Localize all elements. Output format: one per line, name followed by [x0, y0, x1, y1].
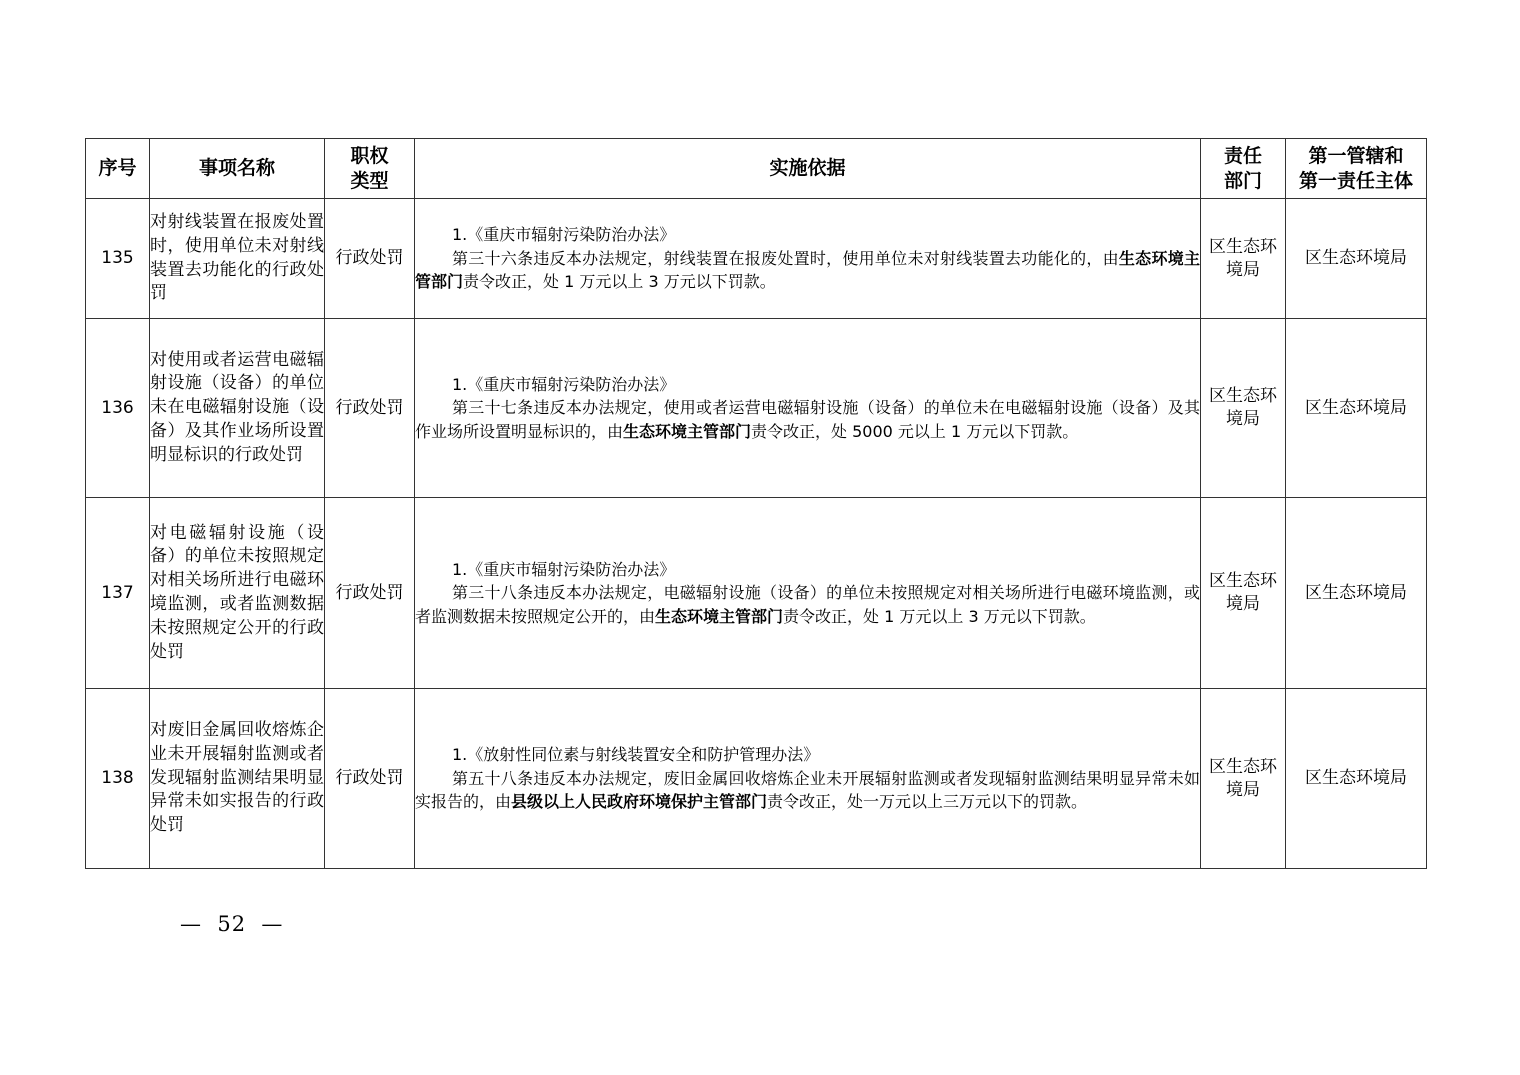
- law-article: [415, 767, 1200, 814]
- page-number: — 52 —: [180, 912, 284, 936]
- row-number: 137: [86, 498, 150, 689]
- primary-subject: 区生态环境局: [1286, 498, 1427, 689]
- header-dept: [1201, 139, 1286, 199]
- article-text: 第三十六条违反本办法规定，射线装置在报废处置时，使用单位未对射线装置去功能化的，由: [452, 248, 1119, 268]
- law-article: [415, 247, 1200, 294]
- table-row: [86, 689, 1427, 869]
- header-subject: [1286, 139, 1427, 199]
- table-row: [86, 319, 1427, 498]
- penalty-text: 责令改正，处 1 万元以上 3 万元以下罚款。: [783, 606, 1096, 626]
- header-name: 事项名称: [150, 139, 325, 199]
- article-text: 第五十八条违反本办法规定，废旧金属回收熔炼企业未开展辐射监测或者发现辐射监测结果明显异常未如实报告的，由: [415, 768, 1200, 812]
- legal-basis: [415, 498, 1201, 689]
- responsible-authority: 县级以上人民政府环境保护主管部门: [511, 792, 768, 812]
- header-type-line2: 类型: [350, 169, 389, 192]
- law-article: [415, 396, 1200, 443]
- header-dept-line1: 责任: [1223, 144, 1262, 167]
- legal-basis: [415, 199, 1201, 319]
- header-type-line1: 职权: [350, 144, 389, 167]
- responsible-dept: 区生态环境局: [1201, 319, 1286, 498]
- law-title: 1.《重庆市辐射污染防治办法》: [452, 225, 676, 245]
- legal-basis: [415, 689, 1201, 869]
- primary-subject: 区生态环境局: [1286, 689, 1427, 869]
- authority-type: 行政处罚: [325, 498, 415, 689]
- responsible-authority: 生态环境主管部门: [655, 606, 784, 626]
- primary-subject: 区生态环境局: [1286, 199, 1427, 319]
- law-article: [415, 581, 1200, 628]
- penalty-text: 责令改正，处 5000 元以上 1 万元以下罚款。: [751, 421, 1079, 441]
- item-name: 对废旧金属回收熔炼企业未开展辐射监测或者发现辐射监测结果明显异常未如实报告的行政处罚: [150, 689, 325, 869]
- authority-type: 行政处罚: [325, 199, 415, 319]
- penalty-text: 责令改正，处 1 万元以上 3 万元以下罚款。: [463, 272, 776, 292]
- item-name: 对电磁辐射设施（设备）的单位未按照规定对相关场所进行电磁环境监测，或者监测数据未按照规定公开的行政处罚: [150, 498, 325, 689]
- penalty-text: 责令改正，处一万元以上三万元以下的罚款。: [767, 792, 1088, 812]
- header-seq: 序号: [86, 139, 150, 199]
- header-dept-line2: 部门: [1223, 169, 1262, 192]
- responsible-authority: 生态环境主管部门: [415, 248, 1200, 292]
- table-row: [86, 199, 1427, 319]
- legal-basis: [415, 319, 1201, 498]
- item-name: 对使用或者运营电磁辐射设施（设备）的单位未在电磁辐射设施（设备）及其作业场所设置明显标识的行政处罚: [150, 319, 325, 498]
- table-row: [86, 498, 1427, 689]
- row-number: 135: [86, 199, 150, 319]
- header-basis: 实施依据: [415, 139, 1201, 199]
- header-type: [325, 139, 415, 199]
- authority-type: 行政处罚: [325, 319, 415, 498]
- table-header-row: [86, 139, 1427, 199]
- law-title: 1.《重庆市辐射污染防治办法》: [452, 374, 676, 394]
- article-text: 第三十八条违反本办法规定，电磁辐射设施（设备）的单位未按照规定对相关场所进行电磁环境监测，或者监测数据未按照规定公开的，由: [415, 583, 1200, 626]
- responsible-dept: 区生态环境局: [1201, 199, 1286, 319]
- responsible-dept: 区生态环境局: [1201, 689, 1286, 869]
- law-title: 1.《重庆市辐射污染防治办法》: [452, 559, 676, 579]
- law-title: 1.《放射性同位素与射线装置安全和防护管理办法》: [452, 745, 820, 765]
- responsible-authority: 生态环境主管部门: [623, 421, 752, 441]
- item-name: 对射线装置在报废处置时，使用单位未对射线装置去功能化的行政处罚: [150, 199, 325, 319]
- article-text: 第三十七条违反本办法规定，使用或者运营电磁辐射设施（设备）的单位未在电磁辐射设施（设备）及其作业场所设置明显标识的，由: [415, 398, 1200, 441]
- enforcement-table: [85, 138, 1427, 869]
- header-subject-line1: 第一管辖和: [1308, 144, 1404, 167]
- authority-type: 行政处罚: [325, 689, 415, 869]
- row-number: 138: [86, 689, 150, 869]
- header-subject-line2: 第一责任主体: [1298, 169, 1413, 192]
- responsible-dept: 区生态环境局: [1201, 498, 1286, 689]
- primary-subject: 区生态环境局: [1286, 319, 1427, 498]
- row-number: 136: [86, 319, 150, 498]
